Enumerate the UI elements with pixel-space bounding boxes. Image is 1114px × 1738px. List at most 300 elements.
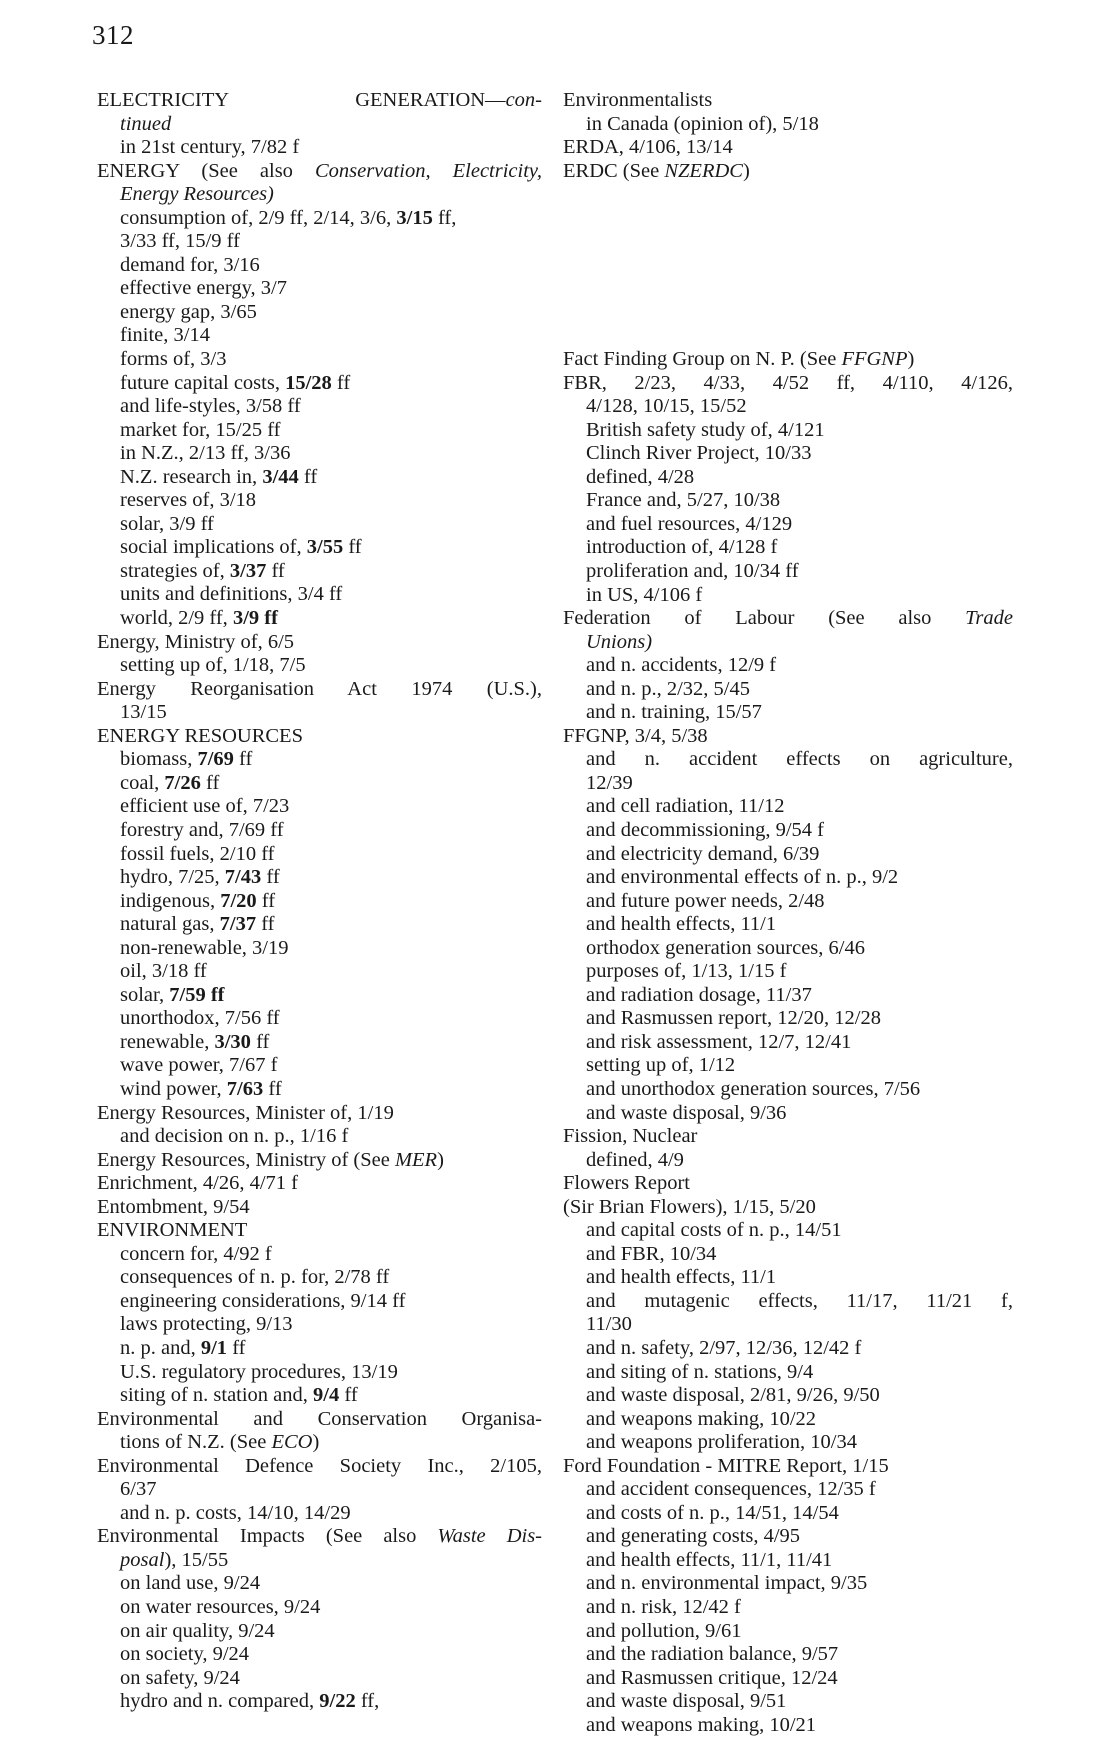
entry-text: and waste disposal, 9/51 [586, 1690, 787, 1713]
entry-text: on society, 9/24 [120, 1643, 250, 1666]
page-ref-primary: 9/1 [200, 1336, 228, 1359]
entry-text: forms of, 3/3 [120, 348, 227, 371]
index-heading [97, 1149, 542, 1173]
index-subentry [586, 1667, 1013, 1691]
entry-text: ff [256, 913, 275, 936]
index-subentry [120, 1667, 542, 1691]
entry-text: in US, 4/106 f [586, 583, 703, 606]
entry-text: natural gas, [120, 913, 220, 936]
index-subentry [586, 772, 1013, 796]
index-subentry [120, 748, 542, 772]
entry-text: and siting of n. stations, 9/4 [586, 1360, 814, 1383]
entry-italic-reference: Waste Dis- [437, 1525, 543, 1548]
index-subentry [120, 795, 542, 819]
index-subentry [120, 301, 542, 325]
entry-text: on water resources, 9/24 [120, 1596, 321, 1618]
entry-text: Fission, Nuclear [563, 1125, 698, 1148]
entry-text: and unorthodox generation sources, 7/56 [586, 1077, 921, 1100]
entry-text: ff, [432, 206, 457, 229]
entry-text: orthodox generation sources, 6/46 [586, 936, 865, 959]
entry-italic-text: tinued [120, 112, 172, 135]
entry-text: and life-styles, 3/58 ff [120, 395, 301, 418]
entry-text: defined, 4/9 [586, 1148, 684, 1171]
entry-text: reserves of, 3/18 [120, 489, 257, 512]
entry-text: and pollution, 9/61 [586, 1619, 742, 1642]
entry-text: social implications of, [120, 536, 307, 559]
index-subentry [120, 984, 542, 1008]
entry-text: ERDC (See [563, 159, 665, 182]
index-heading [563, 1125, 1013, 1149]
index-subentry [120, 1007, 542, 1031]
index-subentry [120, 819, 542, 843]
entry-text: engineering considerations, 9/14 ff [120, 1289, 406, 1312]
entry-italic-text: posal [120, 1548, 165, 1571]
entry-text: Environmental and Conservation Organisa- [97, 1407, 542, 1430]
index-subentry [120, 1596, 542, 1620]
entry-text: renewable, [120, 1030, 215, 1053]
entry-text: Environmental Defence Society Inc., 2/105, [97, 1454, 542, 1477]
entry-text: n. p. and, [120, 1336, 201, 1359]
entry-text: Energy Resources, Minister of, 1/19 [97, 1101, 394, 1124]
index-subentry [586, 1431, 1013, 1455]
index-heading [97, 160, 542, 184]
index-subentry [120, 772, 542, 796]
entry-text: finite, 3/14 [120, 324, 210, 347]
index-subentry [586, 1078, 1013, 1102]
entry-italic-reference: NZERDC [664, 159, 743, 182]
page-ref-primary: 7/26 [164, 771, 201, 794]
index-subentry [586, 1478, 1013, 1502]
index-subentry [586, 466, 1013, 490]
entry-text: ff [256, 889, 276, 912]
entry-text: ff [200, 771, 220, 794]
index-subentry [120, 654, 542, 678]
index-subentry [120, 1620, 542, 1644]
entry-text: consumption of, 2/9 ff, 2/14, 3/6, [120, 206, 397, 229]
entry-italic-reference: MER [394, 1148, 438, 1171]
index-heading [97, 1196, 542, 1220]
entry-text: consequences of n. p. for, 2/78 ff [120, 1266, 390, 1289]
page-ref-primary: 9/22 [319, 1690, 356, 1713]
entry-text: and capital costs of n. p., 14/51 [586, 1219, 842, 1242]
entry-text: ERDA, 4/106, 13/14 [563, 136, 733, 159]
entry-text: (Sir Brian Flowers), 1/15, 5/20 [563, 1195, 816, 1218]
page-ref-primary: 7/20 [220, 889, 257, 912]
entry-text: and n. accident effects on agriculture, [586, 748, 1013, 771]
index-subentry [120, 866, 542, 890]
entry-text: and environmental effects of n. p., 9/2 [586, 866, 899, 889]
entry-text: and n. p., 2/32, 5/45 [586, 677, 750, 700]
entry-text: ELECTRICITY GENERATION— [97, 89, 506, 111]
index-subentry [586, 843, 1013, 867]
entry-text: Energy, Ministry of, 6/5 [97, 630, 295, 653]
entry-text: British safety study of, 4/121 [586, 418, 825, 441]
entry-text: Environmental Impacts (See also [97, 1525, 438, 1548]
index-heading [563, 348, 1013, 372]
index-subentry [586, 419, 1013, 443]
entry-text: Energy Resources, Ministry of (See [97, 1148, 395, 1171]
entry-italic-reference: ECO [271, 1431, 313, 1454]
entry-text: on safety, 9/24 [120, 1666, 240, 1689]
entry-italic-text: Unions) [586, 630, 653, 653]
index-subentry [120, 1384, 542, 1408]
index-subentry [586, 1313, 1013, 1337]
entry-text: and weapons making, 10/22 [586, 1407, 817, 1430]
index-heading [97, 1455, 542, 1479]
index-subentry [586, 866, 1013, 890]
entry-text: setting up of, 1/12 [586, 1054, 736, 1077]
index-heading [563, 372, 1013, 396]
index-subentry [120, 1243, 542, 1267]
index-heading [563, 136, 1013, 160]
entry-text: ENERGY (See also [97, 159, 315, 182]
index-subentry [586, 560, 1013, 584]
entry-text: and FBR, 10/34 [586, 1242, 717, 1265]
index-subentry [586, 536, 1013, 560]
index-subentry [120, 1031, 542, 1055]
entry-text: Energy Reorganisation Act 1974 (U.S.), [97, 677, 542, 700]
index-subentry [586, 1643, 1013, 1667]
index-subentry [586, 890, 1013, 914]
entry-text: ff [266, 559, 285, 582]
index-heading [563, 725, 1013, 749]
index-subentry [586, 584, 1013, 608]
entry-suffix: ) [312, 1431, 320, 1454]
page-ref-primary: 7/43 [224, 866, 262, 889]
entry-text: FFGNP, 3/4, 5/38 [563, 724, 708, 747]
entry-text: on air quality, 9/24 [120, 1619, 275, 1642]
index-subentry [120, 560, 542, 584]
index-subentry [586, 1266, 1013, 1290]
entry-text: and radiation dosage, 11/37 [586, 983, 812, 1006]
entry-text: and waste disposal, 9/36 [586, 1101, 787, 1124]
entry-text: ENVIRONMENT [97, 1219, 248, 1242]
index-subentry [120, 348, 542, 372]
entry-text: Fact Finding Group on N. P. (See [563, 348, 842, 371]
page-number: 312 [92, 20, 134, 50]
index-subentry [586, 513, 1013, 537]
entry-text: future capital costs, [120, 371, 286, 394]
index-subentry [586, 1219, 1013, 1243]
entry-text: coal, [120, 771, 165, 794]
entry-text: defined, 4/28 [586, 465, 695, 488]
index-heading [563, 160, 1013, 184]
index-subentry [586, 1054, 1013, 1078]
entry-suffix: ), 15/55 [164, 1548, 229, 1571]
entry-text: 11/30 [586, 1313, 632, 1336]
entry-text: solar, [120, 983, 170, 1006]
page-ref-primary: 9/4 [313, 1384, 340, 1407]
index-subentry [120, 183, 542, 207]
entry-text: 3/33 ff, 15/9 ff [120, 230, 240, 253]
index-heading [97, 631, 542, 655]
entry-text: and weapons making, 10/21 [586, 1713, 817, 1736]
index-subentry [586, 1525, 1013, 1549]
entry-text: N.Z. research in, [120, 465, 263, 488]
entry-text: laws protecting, 9/13 [120, 1313, 293, 1336]
index-subentry [120, 1078, 542, 1102]
entry-text: and risk assessment, 12/7, 12/41 [586, 1030, 852, 1053]
entry-text: fossil fuels, 2/10 ff [120, 842, 275, 865]
entry-text: ENERGY RESOURCES [97, 724, 303, 747]
entry-text: introduction of, 4/128 f [586, 536, 778, 559]
index-heading [563, 1455, 1013, 1479]
entry-text: wind power, [120, 1077, 227, 1100]
index-subentry [586, 1549, 1013, 1573]
index-subentry [586, 1337, 1013, 1361]
index-heading [97, 678, 542, 702]
entry-text: Federation of Labour (See also [563, 607, 966, 630]
entry-text: 6/37 [120, 1478, 157, 1501]
index-subentry [120, 136, 542, 160]
entry-text: tions of N.Z. (See [120, 1431, 272, 1454]
index-subentry [586, 1243, 1013, 1267]
index-subentry [586, 960, 1013, 984]
entry-text: in Canada (opinion of), 5/18 [586, 112, 819, 135]
index-subentry [586, 113, 1013, 137]
entry-text: ff [263, 1077, 282, 1100]
entry-text: 12/39 [586, 771, 633, 794]
index-subentry [586, 1408, 1013, 1432]
index-subentry [586, 1149, 1013, 1173]
index-subentry [586, 1361, 1013, 1385]
index-subentry [120, 324, 542, 348]
entry-text: and fuel resources, 4/129 [586, 512, 793, 535]
index-subentry [120, 1313, 542, 1337]
index-subentry [120, 372, 542, 396]
entry-text: effective energy, 3/7 [120, 277, 287, 300]
index-subentry [120, 1290, 542, 1314]
entry-text: world, 2/9 ff, [120, 607, 233, 630]
entry-text: and generating costs, 4/95 [586, 1525, 801, 1548]
index-subentry [120, 913, 542, 937]
index-subentry [120, 113, 542, 137]
entry-text: 4/128, 10/15, 15/52 [586, 395, 747, 418]
entry-text: and n. accidents, 12/9 f [586, 654, 777, 677]
entry-text: and health effects, 11/1 [586, 1266, 777, 1289]
index-subentry [586, 913, 1013, 937]
entry-text: Flowers Report [563, 1172, 690, 1195]
index-subentry [586, 442, 1013, 466]
index-subentry [586, 1031, 1013, 1055]
index-subentry [120, 254, 542, 278]
entry-text: units and definitions, 3/4 ff [120, 583, 343, 606]
index-subentry [120, 1572, 542, 1596]
entry-text: oil, 3/18 ff [120, 960, 207, 983]
page-ref-primary: 3/15 [396, 206, 433, 229]
index-subentry [120, 1478, 542, 1502]
page-ref-primary: 7/37 [219, 913, 257, 936]
index-column-left [97, 89, 542, 1714]
entry-text: biomass, [120, 748, 198, 771]
index-subentry [120, 489, 542, 513]
entry-text: market for, 15/25 ff [120, 418, 281, 441]
entry-text: and decision on n. p., 1/16 f [120, 1125, 349, 1148]
index-subentry [120, 937, 542, 961]
index-subentry [120, 1361, 542, 1385]
entry-text: ff [250, 1030, 270, 1053]
entry-text: and Rasmussen critique, 12/24 [586, 1666, 838, 1689]
index-subentry [586, 748, 1013, 772]
index-subentry [586, 1007, 1013, 1031]
entry-text: and n. environmental impact, 9/35 [586, 1572, 868, 1595]
entry-text: indigenous, [120, 889, 221, 912]
entry-text: ff, [355, 1690, 380, 1713]
index-subentry [120, 466, 542, 490]
page-ref-primary: 7/59 ff [169, 983, 225, 1006]
entry-text: siting of n. station and, [120, 1384, 314, 1407]
page-ref-primary: 3/37 [229, 559, 267, 582]
entry-text: concern for, 4/92 f [120, 1242, 272, 1265]
index-subentry [120, 1502, 542, 1526]
entry-text: Environmentalists [563, 89, 713, 111]
index-subentry [586, 701, 1013, 725]
entry-text: and n. p. costs, 14/10, 14/29 [120, 1501, 351, 1524]
entry-text: wave power, 7/67 f [120, 1054, 278, 1077]
entry-italic-reference: FFGNP [841, 348, 908, 371]
page-ref-primary: 3/44 [262, 465, 299, 488]
index-subentry [586, 937, 1013, 961]
entry-text: U.S. regulatory procedures, 13/19 [120, 1360, 398, 1383]
entry-italic-reference: con- [505, 89, 542, 111]
entry-text: ff [261, 866, 280, 889]
index-subentry [120, 419, 542, 443]
entry-text: efficient use of, 7/23 [120, 795, 290, 818]
index-subentry [120, 607, 542, 631]
entry-text: Entombment, 9/54 [97, 1195, 250, 1218]
entry-text: and n. training, 15/57 [586, 701, 762, 724]
index-heading [563, 1196, 1013, 1220]
entry-text: in N.Z., 2/13 ff, 3/36 [120, 442, 291, 465]
index-subentry [120, 843, 542, 867]
index-subentry [586, 1384, 1013, 1408]
entry-suffix: ) [437, 1148, 444, 1171]
entry-text: Enrichment, 4/26, 4/71 f [97, 1172, 298, 1195]
entry-suffix: ) [742, 159, 750, 182]
entry-text: Ford Foundation - MITRE Report, 1/15 [563, 1454, 889, 1477]
entry-text: unorthodox, 7/56 ff [120, 1007, 280, 1030]
entry-text: 13/15 [120, 701, 167, 724]
entry-italic-reference: Conservation, Electricity, [314, 159, 542, 182]
page-ref-primary: 15/28 [285, 371, 332, 394]
index-subentry [120, 230, 542, 254]
index-subentry [120, 1337, 542, 1361]
entry-text: and health effects, 11/1, 11/41 [586, 1548, 833, 1571]
index-subentry [120, 1125, 542, 1149]
index-heading [563, 89, 1013, 113]
entry-text: and weapons proliferation, 10/34 [586, 1431, 857, 1454]
index-subentry [586, 984, 1013, 1008]
entry-text: ff [331, 371, 351, 394]
index-subentry [120, 1054, 542, 1078]
entry-text: solar, 3/9 ff [120, 512, 214, 535]
index-subentry [120, 583, 542, 607]
column-spacer [563, 183, 1013, 348]
entry-text: hydro, 7/25, [120, 866, 225, 889]
entry-suffix: ) [907, 348, 915, 371]
index-subentry [586, 631, 1013, 655]
page-ref-primary: 3/30 [214, 1030, 251, 1053]
index-subentry [586, 1714, 1013, 1738]
index-heading [563, 607, 1013, 631]
index-column-right [563, 89, 1013, 1737]
index-heading [97, 1172, 542, 1196]
entry-text: and cell radiation, 11/12 [586, 795, 785, 818]
entry-text: demand for, 3/16 [120, 253, 260, 276]
entry-italic-reference: Trade [965, 607, 1013, 630]
index-subentry [586, 1690, 1013, 1714]
entry-text: and health effects, 11/1 [586, 913, 777, 936]
entry-text: and the radiation balance, 9/57 [586, 1643, 839, 1666]
index-subentry [586, 1502, 1013, 1526]
index-heading [97, 1525, 542, 1549]
entry-text: and future power needs, 2/48 [586, 889, 825, 912]
page-ref-primary: 3/9 ff [232, 607, 278, 630]
index-heading [97, 1408, 542, 1432]
entry-italic-text: Energy Resources) [120, 183, 274, 206]
entry-text: Clinch River Project, 10/33 [586, 442, 812, 465]
entry-text: and Rasmussen report, 12/20, 12/28 [586, 1007, 881, 1030]
entry-text: and accident consequences, 12/35 f [586, 1478, 876, 1501]
index-subentry [586, 1290, 1013, 1314]
page-ref-primary: 7/69 [197, 748, 234, 771]
entry-text: ff [339, 1384, 358, 1407]
entry-text: and mutagenic effects, 11/17, 11/21 f, [586, 1289, 1013, 1312]
index-subentry [120, 277, 542, 301]
entry-text: FBR, 2/23, 4/33, 4/52 ff, 4/110, 4/126, [563, 371, 1013, 394]
entry-text: energy gap, 3/65 [120, 300, 257, 323]
entry-text: strategies of, [120, 559, 230, 582]
index-subentry [120, 890, 542, 914]
entry-text: ff [227, 1336, 246, 1359]
index-subentry [586, 395, 1013, 419]
entry-text: forestry and, 7/69 ff [120, 818, 284, 841]
index-heading [97, 1102, 542, 1126]
entry-text: and costs of n. p., 14/51, 14/54 [586, 1501, 839, 1524]
page-ref-primary: 3/55 [306, 536, 344, 559]
index-subentry [120, 1431, 542, 1455]
index-subentry [120, 1549, 542, 1573]
entry-text: and n. safety, 2/97, 12/36, 12/42 f [586, 1337, 862, 1359]
index-subentry [120, 701, 542, 725]
index-subentry [120, 395, 542, 419]
entry-text: and waste disposal, 2/81, 9/26, 9/50 [586, 1384, 880, 1407]
entry-text: ff [298, 465, 318, 488]
entry-text: hydro and n. compared, [120, 1690, 320, 1713]
index-subentry [120, 960, 542, 984]
entry-text: France and, 5/27, 10/38 [586, 489, 781, 512]
entry-text: non-renewable, 3/19 [120, 936, 289, 959]
index-subentry [120, 207, 542, 231]
index-subentry [586, 1102, 1013, 1126]
entry-text: and electricity demand, 6/39 [586, 842, 820, 865]
index-subentry [586, 1620, 1013, 1644]
index-heading [97, 725, 542, 749]
index-subentry [586, 1596, 1013, 1620]
index-subentry [120, 1266, 542, 1290]
entry-text: and n. risk, 12/42 f [586, 1596, 741, 1619]
page-ref-primary: 7/63 [226, 1077, 264, 1100]
index-heading [97, 89, 542, 113]
entry-text: purposes of, 1/13, 1/15 f [586, 960, 787, 983]
entry-text: proliferation and, 10/34 ff [586, 559, 799, 582]
index-subentry [586, 489, 1013, 513]
entry-text: ff [233, 748, 253, 771]
index-subentry [120, 536, 542, 560]
index-heading [97, 1219, 542, 1243]
index-heading [563, 1172, 1013, 1196]
index-subentry [120, 513, 542, 537]
